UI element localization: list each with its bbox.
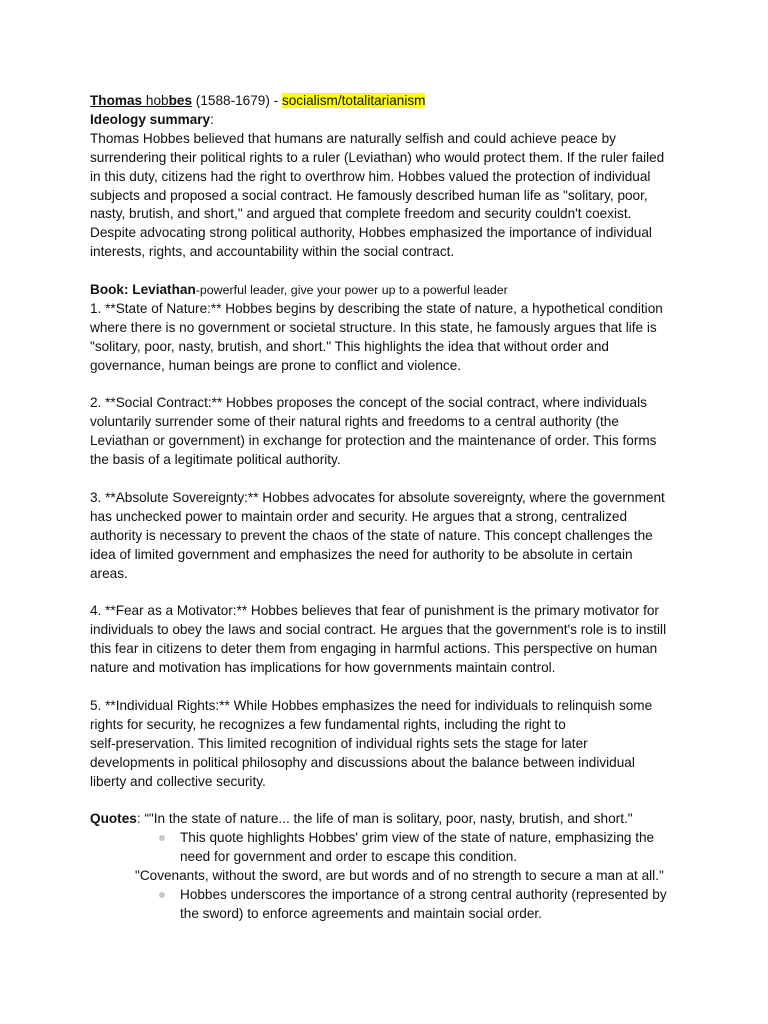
summary-line: Despite advocating strong political authority, Hobbes emphasized the importance of individual <box>90 225 652 241</box>
spacer <box>90 678 690 697</box>
author-dates: (1588-1679) - <box>192 93 282 108</box>
author-first-name: Thomas <box>90 93 146 108</box>
list-item <box>90 829 690 848</box>
point-paragraph <box>90 300 690 376</box>
summary-paragraph <box>90 130 690 262</box>
point-line: areas. <box>90 565 128 581</box>
point-line: idea of limited government and emphasizes the need for authority to be absolute in certain <box>90 546 633 562</box>
bullet-text: the sword) to enforce agreements and maintain social order. <box>180 905 542 921</box>
bullet-icon <box>159 835 165 841</box>
bullet-text: need for government and order to escape this condition. <box>180 849 518 865</box>
point-line: individuals to obey the laws and social contract. He argues that the government's role is to instill <box>90 622 667 638</box>
spacer <box>90 376 690 395</box>
point-line: "solitary, poor, nasty, brutish, and short." This highlights the idea that without order and <box>90 338 609 354</box>
spacer <box>90 470 690 489</box>
point-line: the basis of a legitimate political authority. <box>90 452 341 468</box>
point-line: authority is necessary to prevent the chaos of the state of nature. This concept challenges the <box>90 527 653 543</box>
ideology-tag: socialism/totalitarianism <box>281 93 426 108</box>
spacer <box>90 262 690 281</box>
list-item-continuation <box>90 848 690 867</box>
bullet-text: This quote highlights Hobbes' grim view of the state of nature, emphasizing the <box>180 830 655 846</box>
summary-colon: : <box>210 111 214 127</box>
point-line: this fear in citizens to deter them from engaging in harmful actions. This perspective on human <box>90 641 658 657</box>
summary-line: Thomas Hobbes believed that humans are naturally selfish and could achieve peace by <box>90 130 616 146</box>
point-line: 1. **State of Nature:** Hobbes begins by describing the state of nature, a hypothetical condition <box>90 300 663 316</box>
point-line: rights for security, he recognizes a few fundamental rights, including the right to <box>90 716 566 732</box>
point-line: 4. **Fear as a Motivator:** Hobbes believes that fear of punishment is the primary motivator for <box>90 603 659 619</box>
second-quote: "Covenants, without the sword, are but words and of no strength to secure a man at all." <box>135 868 664 884</box>
point-line: governance, human beings are prone to conflict and violence. <box>90 357 462 373</box>
bullet-text: Hobbes underscores the importance of a strong central authority (represented by <box>180 886 667 902</box>
point-line: has unchecked power to maintain order and security. He argues that a strong, centralized <box>90 508 627 524</box>
author-last-name-part1: hob <box>145 93 169 108</box>
summary-label: Ideology summary <box>90 111 211 127</box>
quotes-label: Quotes <box>90 811 137 827</box>
point-paragraph <box>90 489 690 584</box>
summary-line: in this duty, citizens had the right to overthrow him. Hobbes valued the protection of individual <box>90 168 651 184</box>
title-line <box>90 92 690 111</box>
summary-line: nasty, brutish, and short," and argued that complete freedom and security couldn't coexist. <box>90 206 632 222</box>
point-line: voluntarily surrender some of their natural rights and freedoms to a central authority (the <box>90 414 619 430</box>
book-label: Book: Leviathan <box>90 282 196 298</box>
point-paragraph <box>90 697 690 792</box>
point-line: developments in political philosophy and discussions about the balance between individual <box>90 754 635 770</box>
summary-line: surrendering their political rights to a ruler (Leviathan) who would protect them. If the ruler failed <box>90 149 665 165</box>
point-line: self-preservation. This limited recognition of individual rights sets the stage for later <box>90 735 588 751</box>
document-body <box>90 92 690 924</box>
summary-label-line <box>90 111 690 130</box>
quotes-line <box>90 810 690 829</box>
list-item <box>90 886 690 905</box>
point-paragraph <box>90 394 690 470</box>
point-line: 5. **Individual Rights:** While Hobbes emphasizes the need for individuals to relinquish some <box>90 697 653 713</box>
spacer <box>90 584 690 603</box>
point-line: liberty and collective security. <box>90 773 266 789</box>
bullet-icon <box>159 892 165 898</box>
point-line: nature and motivation has implications for how governments maintain control. <box>90 660 556 676</box>
summary-line: subjects and proposed a social contract. He famously described human life as "solitary, poor, <box>90 187 648 203</box>
summary-line: interests, rights, and accountability within the social contract. <box>90 244 455 260</box>
author-last-name-part2: bes <box>168 93 193 108</box>
point-paragraph <box>90 602 690 678</box>
list-item-continuation <box>90 905 690 924</box>
point-line: Leviathan or government) in exchange for protection and the maintenance of order. This forms <box>90 433 657 449</box>
book-subtitle: -powerful leader, give your power up to a powerful leader <box>195 283 508 298</box>
point-line: 3. **Absolute Sovereignty:** Hobbes advocates for absolute sovereignty, where the government <box>90 489 665 505</box>
first-quote: : “"In the state of nature... the life of man is solitary, poor, nasty, brutish, and short." <box>136 811 633 827</box>
point-line: 2. **Social Contract:** Hobbes proposes the concept of the social contract, where individuals <box>90 395 647 411</box>
spacer <box>90 791 690 810</box>
book-line <box>90 281 690 300</box>
point-line: where there is no government or societal structure. In this state, he famously argues that life is <box>90 319 657 335</box>
